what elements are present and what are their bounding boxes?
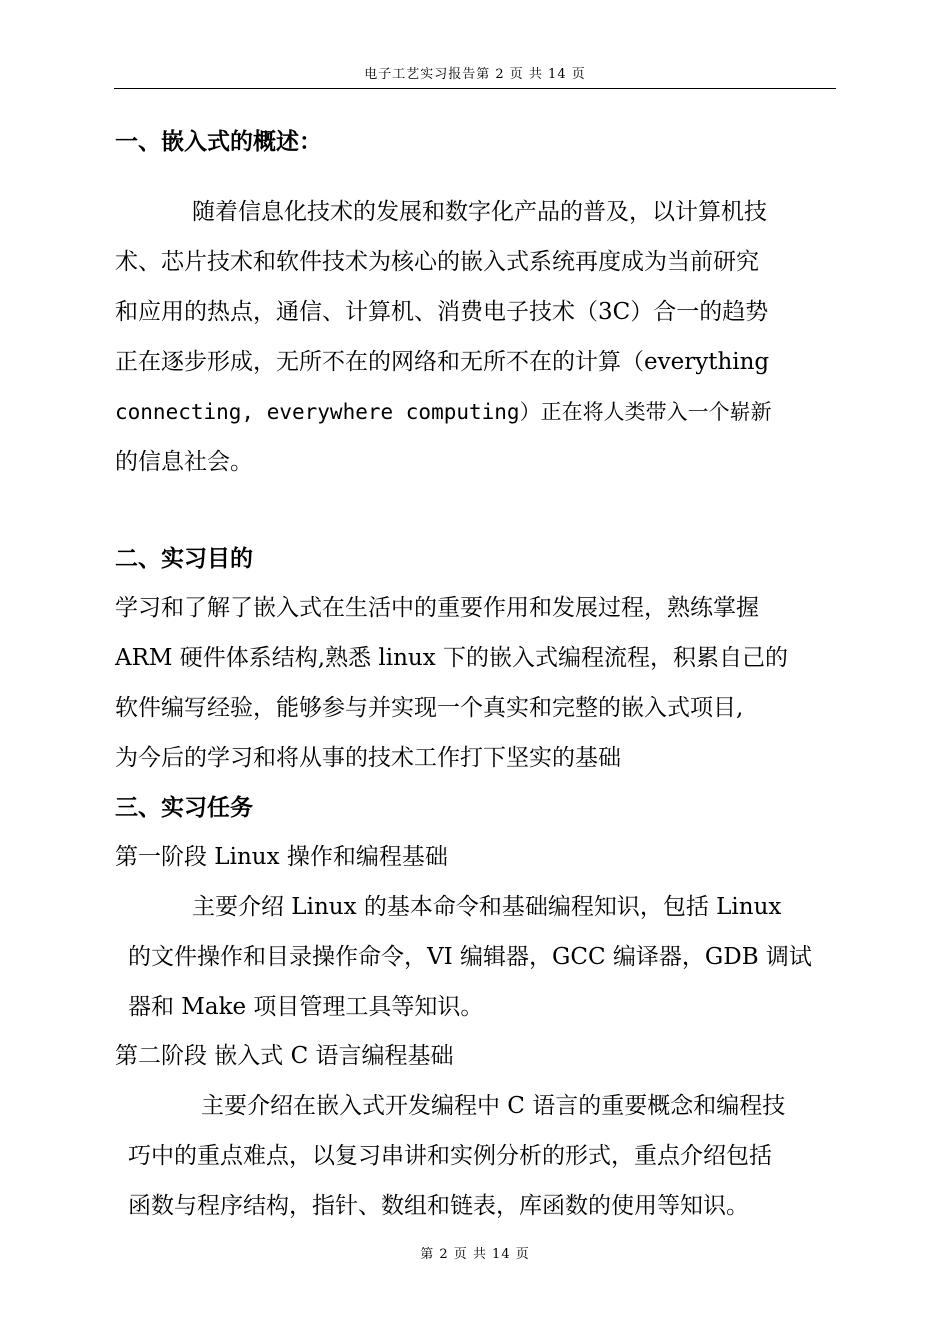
paragraph-line: 软件编写经验，能够参与并实现一个真实和完整的嵌入式项目,: [115, 695, 744, 721]
paragraph-line: 主要介绍在嵌入式开发编程中 C 语言的重要概念和编程技: [201, 1093, 786, 1119]
paragraph-line: 的文件操作和目录操作命令，VI 编辑器，GCC 编译器，GDB 调试: [128, 944, 812, 970]
paragraph-line: 正在逐步形成，无所不在的网络和无所不在的计算（everything: [115, 349, 770, 375]
paragraph-overview: [115, 187, 772, 487]
paragraph-line: 主要介绍 Linux 的基本命令和基础编程知识，包括 Linux: [192, 894, 782, 920]
paragraph-stage2: [128, 1081, 785, 1231]
header-rule: [114, 88, 836, 89]
running-footer: 第 2 页 共 14 页: [420, 1247, 530, 1262]
paragraph-line: connecting, everywhere computing）正在将人类带入一个崭新: [115, 400, 772, 424]
section-heading-overview: 一、嵌入式的概述：: [115, 129, 322, 155]
paragraph-purpose: [115, 583, 788, 783]
paragraph-line: 巧中的重点难点，以复习串讲和实例分析的形式，重点介绍包括: [128, 1143, 772, 1169]
paragraph-line: 术、芯片技术和软件技术为核心的嵌入式系统再度成为当前研究: [115, 249, 759, 275]
paragraph-line: 随着信息化技术的发展和数字化产品的普及，以计算机技: [192, 199, 767, 225]
paragraph-stage1: [128, 882, 812, 1032]
paragraph-line: 器和 Make 项目管理工具等知识。: [128, 994, 484, 1020]
stage2-title: 第二阶段 嵌入式 C 语言编程基础: [115, 1043, 454, 1069]
running-header: 电子工艺实习报告第 2 页 共 14 页: [364, 67, 586, 82]
section-heading-tasks: 三、实习任务: [115, 795, 253, 821]
paragraph-line: 函数与程序结构，指针、数组和链表，库函数的使用等知识。: [128, 1193, 749, 1219]
paragraph-line: 为今后的学习和将从事的技术工作打下坚实的基础: [115, 745, 621, 771]
paragraph-line: 的信息社会。: [115, 449, 253, 475]
paragraph-line: ARM 硬件体系结构,熟悉 linux 下的嵌入式编程流程，积累自己的: [115, 645, 789, 671]
paragraph-line: 和应用的热点，通信、计算机、消费电子技术（3C）合一的趋势: [115, 299, 769, 325]
section-heading-purpose: 二、实习目的: [115, 546, 253, 572]
stage1-title: 第一阶段 Linux 操作和编程基础: [115, 844, 448, 870]
paragraph-line: 学习和了解了嵌入式在生活中的重要作用和发展过程，熟练掌握: [115, 595, 759, 621]
